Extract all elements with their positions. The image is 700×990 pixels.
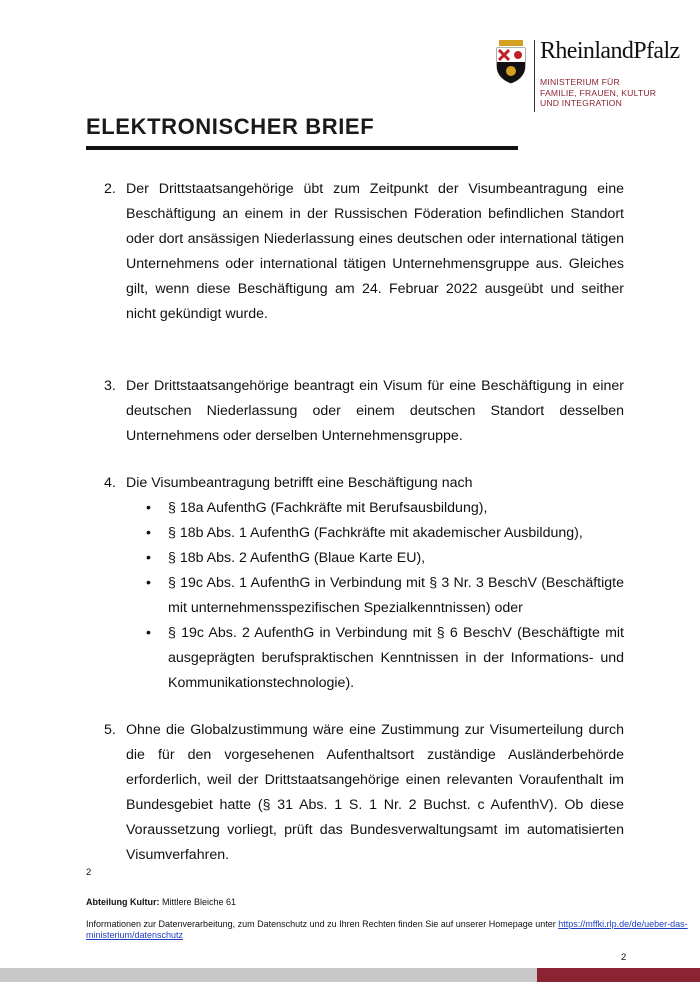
item-number: 5. bbox=[104, 722, 116, 738]
letter-body bbox=[86, 177, 624, 868]
legal-basis-list bbox=[126, 496, 624, 696]
document-title: ELEKTRONISCHER BRIEF bbox=[86, 114, 375, 139]
bullet-item: • § 19c Abs. 1 AufenthG in Verbindung mit § 3 Nr. 3 BeschV (Beschäftigte mit unternehmensspezifischen Spezialkenntnissen) oder bbox=[126, 571, 624, 621]
list-item bbox=[86, 374, 624, 449]
item-text: Der Drittstaatsangehörige übt zum Zeitpunkt der Visumbeantragung eine Beschäftigung an einem in der Russischen Föderation befindlichen Standort oder dort ansässigen Niederlassung eines deutschen oder international tätigen Unternehmens oder international tätigen Unternehmensgruppe aus. Gleiches gilt, wenn diese Beschäftigung am 24. Februar 2022 ausgeübt und seither nicht gekündigt wurde. bbox=[126, 181, 624, 322]
bullet-glyph: • bbox=[146, 550, 151, 566]
item-text: Die Visumbeantragung betrifft eine Beschäftigung nach bbox=[126, 475, 473, 491]
title-rule bbox=[86, 146, 518, 150]
department-label: Abteilung Kultur: bbox=[86, 897, 160, 907]
item-text: Ohne die Globalzustimmung wäre eine Zustimmung zur Visumerteilung durch die für den vorgesehenen Aufenthaltsort zuständige Ausländerbehörde erforderlich, weil der Drittstaatsangehörige einen relevanten Voraufenthalt im Bundesgebiet hatte (§ 31 Abs. 1 S. 1 Nr. 2 Buchst. c AufenthV). Ob diese Voraussetzung vorliegt, prüft das Bundesverwaltungsamt im automatisierten Visumverfahren. bbox=[126, 722, 624, 863]
item-text: Der Drittstaatsangehörige beantragt ein Visum für eine Beschäftigung in einer deutschen Niederlassung oder einem deutschen Standort desselben Unternehmens oder derselben Unternehmensgruppe. bbox=[126, 378, 624, 444]
header-divider bbox=[534, 40, 535, 112]
list-item bbox=[86, 177, 624, 327]
department-address bbox=[86, 897, 236, 907]
coat-of-arms-logo bbox=[494, 40, 528, 84]
item-number: 3. bbox=[104, 378, 116, 394]
page-number-footnote: 2 bbox=[86, 867, 92, 878]
page-number: 2 bbox=[621, 952, 627, 963]
list-item bbox=[86, 471, 624, 696]
list-item bbox=[86, 718, 624, 868]
footer-bar-red bbox=[537, 968, 700, 982]
footer-bar-gray bbox=[0, 968, 537, 982]
item-number: 4. bbox=[104, 475, 116, 491]
brand-wordmark: RheinlandPfalz bbox=[540, 38, 680, 64]
bullet-item: • § 18b Abs. 2 AufenthG (Blaue Karte EU), bbox=[126, 546, 624, 571]
privacy-text: Informationen zur Datenverarbeitung, zum Datenschutz und zu Ihren Rechten finden Sie auf unserer Homepage unter bbox=[86, 919, 559, 929]
item-number: 2. bbox=[104, 181, 116, 197]
privacy-notice bbox=[86, 919, 700, 941]
requirements-list bbox=[86, 177, 624, 868]
bullet-item: • § 19c Abs. 2 AufenthG in Verbindung mit § 6 BeschV (Beschäftigte mit ausgeprägten berufspraktischen Kenntnissen in der Informations- und Kommunikationstechnologie). bbox=[126, 621, 624, 696]
bullet-item: • § 18b Abs. 1 AufenthG (Fachkräfte mit akademischer Ausbildung), bbox=[126, 521, 624, 546]
bullet-item: • § 18a AufenthG (Fachkräfte mit Berufsausbildung), bbox=[126, 496, 624, 521]
bullet-glyph: • bbox=[146, 525, 151, 541]
ministry-name: MINISTERIUM FÜR FAMILIE, FRAUEN, KULTUR UND INTEGRATION bbox=[540, 77, 657, 109]
bullet-glyph: • bbox=[146, 500, 151, 516]
bullet-glyph: • bbox=[146, 625, 151, 641]
bullet-glyph: • bbox=[146, 575, 151, 591]
department-street: Mittlere Bleiche 61 bbox=[159, 897, 237, 907]
privacy-link[interactable]: https://mffki.rlp.de/de/ueber-das-ministerium/datenschutz bbox=[86, 919, 688, 940]
